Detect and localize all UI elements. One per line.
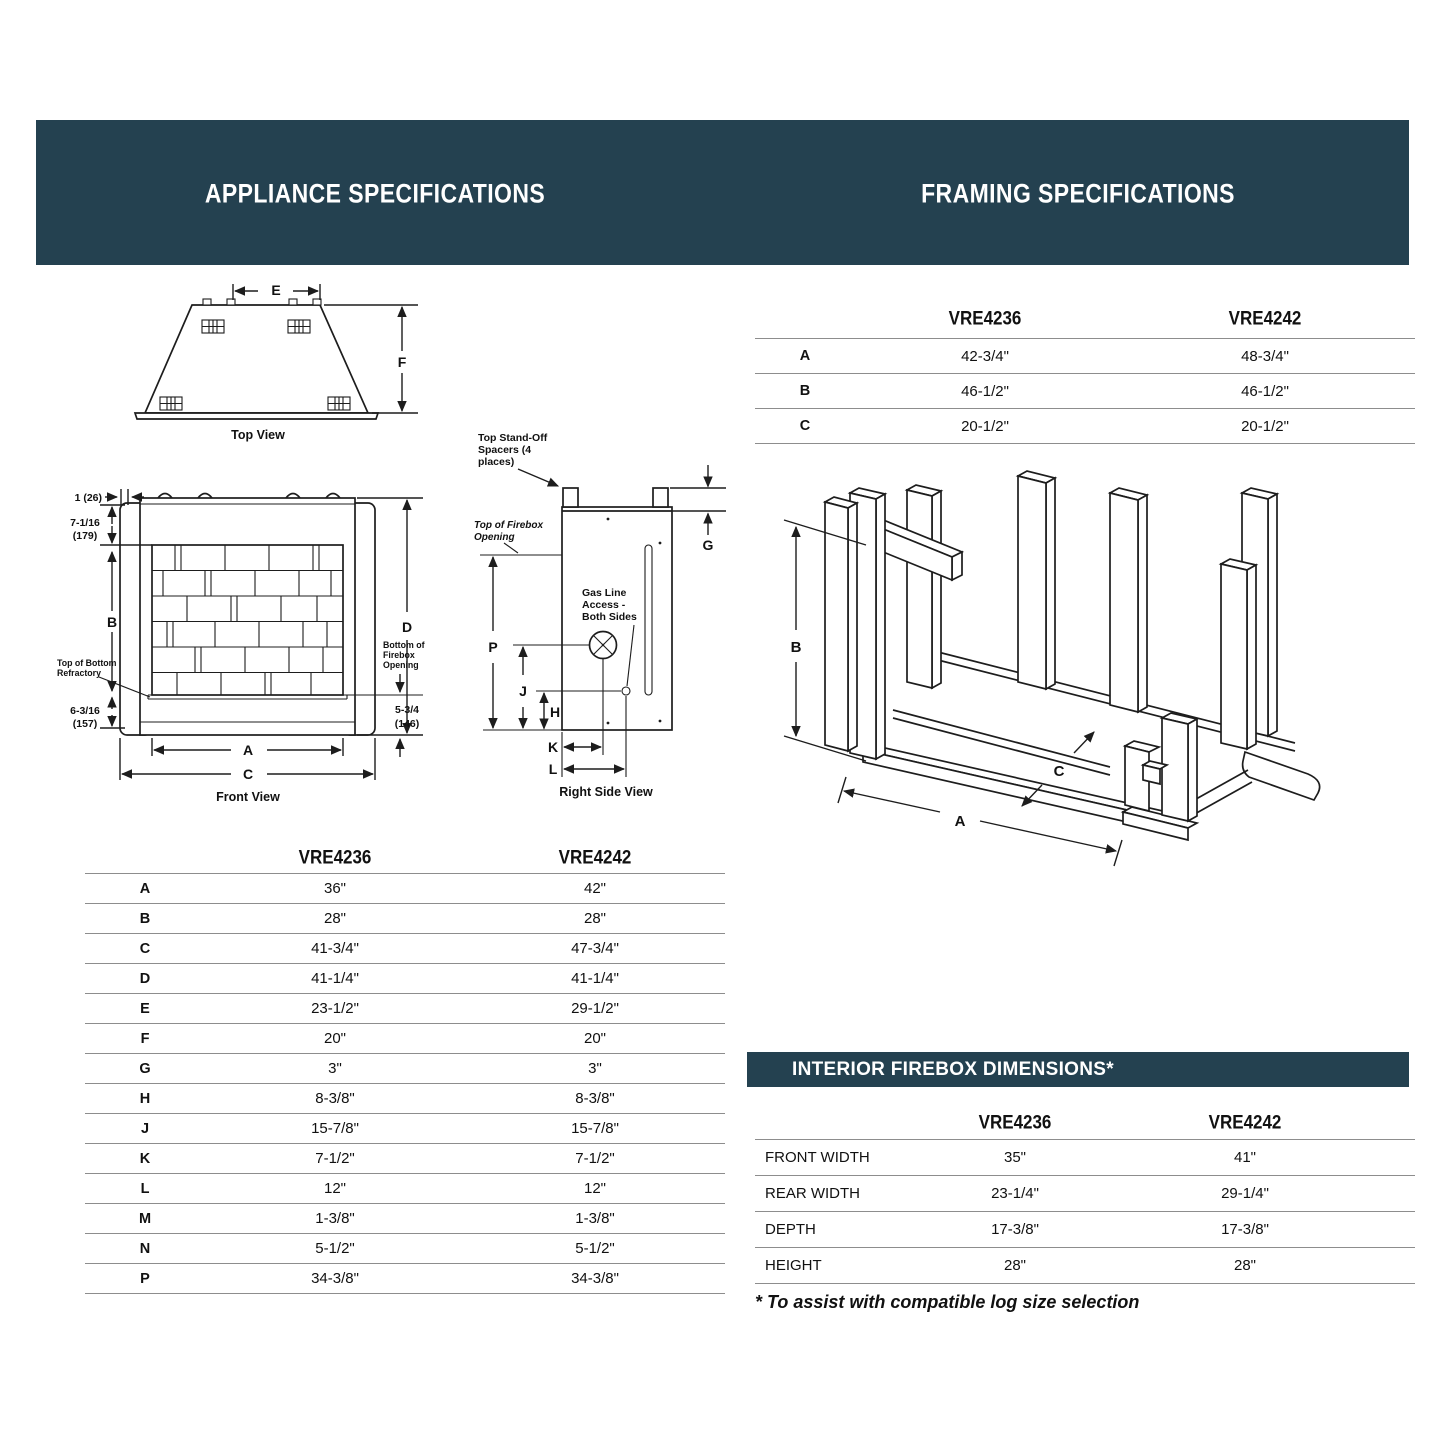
appliance-spec-table	[85, 843, 725, 1294]
table-row: FRONT WIDTH 35" 41"	[755, 1139, 1415, 1175]
dimension-label-a: A	[242, 742, 254, 758]
dim-5-3-4-label: 5-3/4	[395, 704, 419, 716]
table-row: L 12" 12"	[85, 1173, 725, 1203]
dimension-label-g: G	[702, 537, 714, 553]
refractory-label-1: Top of Bottom	[57, 658, 117, 668]
firebox-dimensions-table	[755, 1087, 1415, 1284]
framing-specs-title: FRAMING SPECIFICATIONS	[921, 177, 1235, 209]
spacers-label-1: Top Stand-Off	[478, 432, 548, 444]
dimension-label-j: J	[519, 683, 527, 699]
column-header: VRE4242	[1228, 307, 1302, 330]
dimension-label-p: P	[488, 639, 498, 655]
spacers-label-2: Spacers (4	[478, 444, 532, 456]
table-row: P 34-3/8" 34-3/8"	[85, 1263, 725, 1294]
table-row: B 28" 28"	[85, 903, 725, 933]
dimension-label-c: C	[1053, 763, 1065, 780]
dimension-label-b: B	[106, 614, 118, 630]
firebox-bottom-label-3: Opening	[383, 660, 419, 670]
gas-access-label-1: Gas Line	[582, 587, 627, 599]
dimension-label-d: D	[401, 619, 413, 635]
side-view-diagram	[458, 425, 748, 820]
firebox-dimensions-banner: INTERIOR FIREBOX DIMENSIONS*	[747, 1052, 1409, 1087]
dim-179-label: (179)	[72, 530, 98, 542]
refractory-label-2: Refractory	[57, 668, 102, 678]
column-header: VRE4242	[1208, 1111, 1282, 1134]
dimension-label-b: B	[790, 639, 802, 656]
firebox-bottom-label-1: Bottom of	[383, 640, 425, 650]
table-row: HEIGHT 28" 28"	[755, 1247, 1415, 1284]
dim-7-1-16-label: 7-1/16	[70, 517, 100, 529]
firebox-bottom-label-2: Firebox	[383, 650, 415, 660]
dim-146-label: (146)	[394, 718, 420, 730]
table-row: D 41-1/4" 41-1/4"	[85, 963, 725, 993]
dim-1-26-label: 1 (26)	[74, 492, 102, 504]
column-header: VRE4236	[298, 846, 372, 869]
table-row: F 20" 20"	[85, 1023, 725, 1053]
dim-6-3-16-label: 6-3/16	[70, 705, 100, 717]
column-header: VRE4236	[978, 1111, 1052, 1134]
cripple-studs	[1123, 713, 1197, 840]
table-row: C 41-3/4" 47-3/4"	[85, 933, 725, 963]
table-row: J 15-7/8" 15-7/8"	[85, 1113, 725, 1143]
top-of-firebox-label-1: Top of Firebox	[474, 520, 544, 531]
top-of-firebox-label-2: Opening	[474, 532, 515, 543]
table-row: M 1-3/8" 1-3/8"	[85, 1203, 725, 1233]
top-view-diagram	[130, 275, 480, 445]
table-row: K 7-1/2" 7-1/2"	[85, 1143, 725, 1173]
dimension-label-e: E	[271, 282, 281, 298]
dim-157-label: (157)	[72, 718, 98, 730]
spacers-label-3: places)	[478, 456, 515, 468]
front-view-title: Front View	[216, 790, 280, 804]
top-view-title: Top View	[231, 428, 285, 442]
wall-studs	[825, 471, 1277, 759]
table-row: G 3" 3"	[85, 1053, 725, 1083]
gas-access-label-2: Access -	[582, 599, 626, 611]
table-row: H 8-3/8" 8-3/8"	[85, 1083, 725, 1113]
column-header: VRE4236	[948, 307, 1022, 330]
column-header: VRE4242	[558, 846, 632, 869]
side-view-title: Right Side View	[559, 785, 653, 799]
table-row: C 20-1/2" 20-1/2"	[755, 408, 1415, 444]
table-row: N 5-1/2" 5-1/2"	[85, 1233, 725, 1263]
dimension-label-l: L	[548, 761, 558, 777]
table-row: B 46-1/2" 46-1/2"	[755, 373, 1415, 408]
front-view-diagram	[55, 480, 455, 825]
table-row: DEPTH 17-3/8" 17-3/8"	[755, 1211, 1415, 1247]
framing-spec-table	[755, 300, 1415, 444]
dimension-label-c: C	[242, 766, 254, 782]
dimension-label-k: K	[547, 739, 559, 755]
log-size-footnote: * To assist with compatible log size selection	[755, 1292, 1140, 1312]
table-row: REAR WIDTH 23-1/4" 29-1/4"	[755, 1175, 1415, 1211]
dimension-label-a: A	[954, 813, 966, 830]
table-row: A 42-3/4" 48-3/4"	[755, 338, 1415, 373]
dimension-label-f: F	[397, 354, 407, 370]
table-row: A 36" 42"	[85, 873, 725, 903]
table-row: E 23-1/2" 29-1/2"	[85, 993, 725, 1023]
appliance-specs-title: APPLIANCE SPECIFICATIONS	[204, 177, 546, 209]
framing-diagram	[780, 460, 1400, 900]
gas-access-label-3: Both Sides	[582, 611, 637, 623]
dimension-label-h: H	[549, 704, 561, 720]
